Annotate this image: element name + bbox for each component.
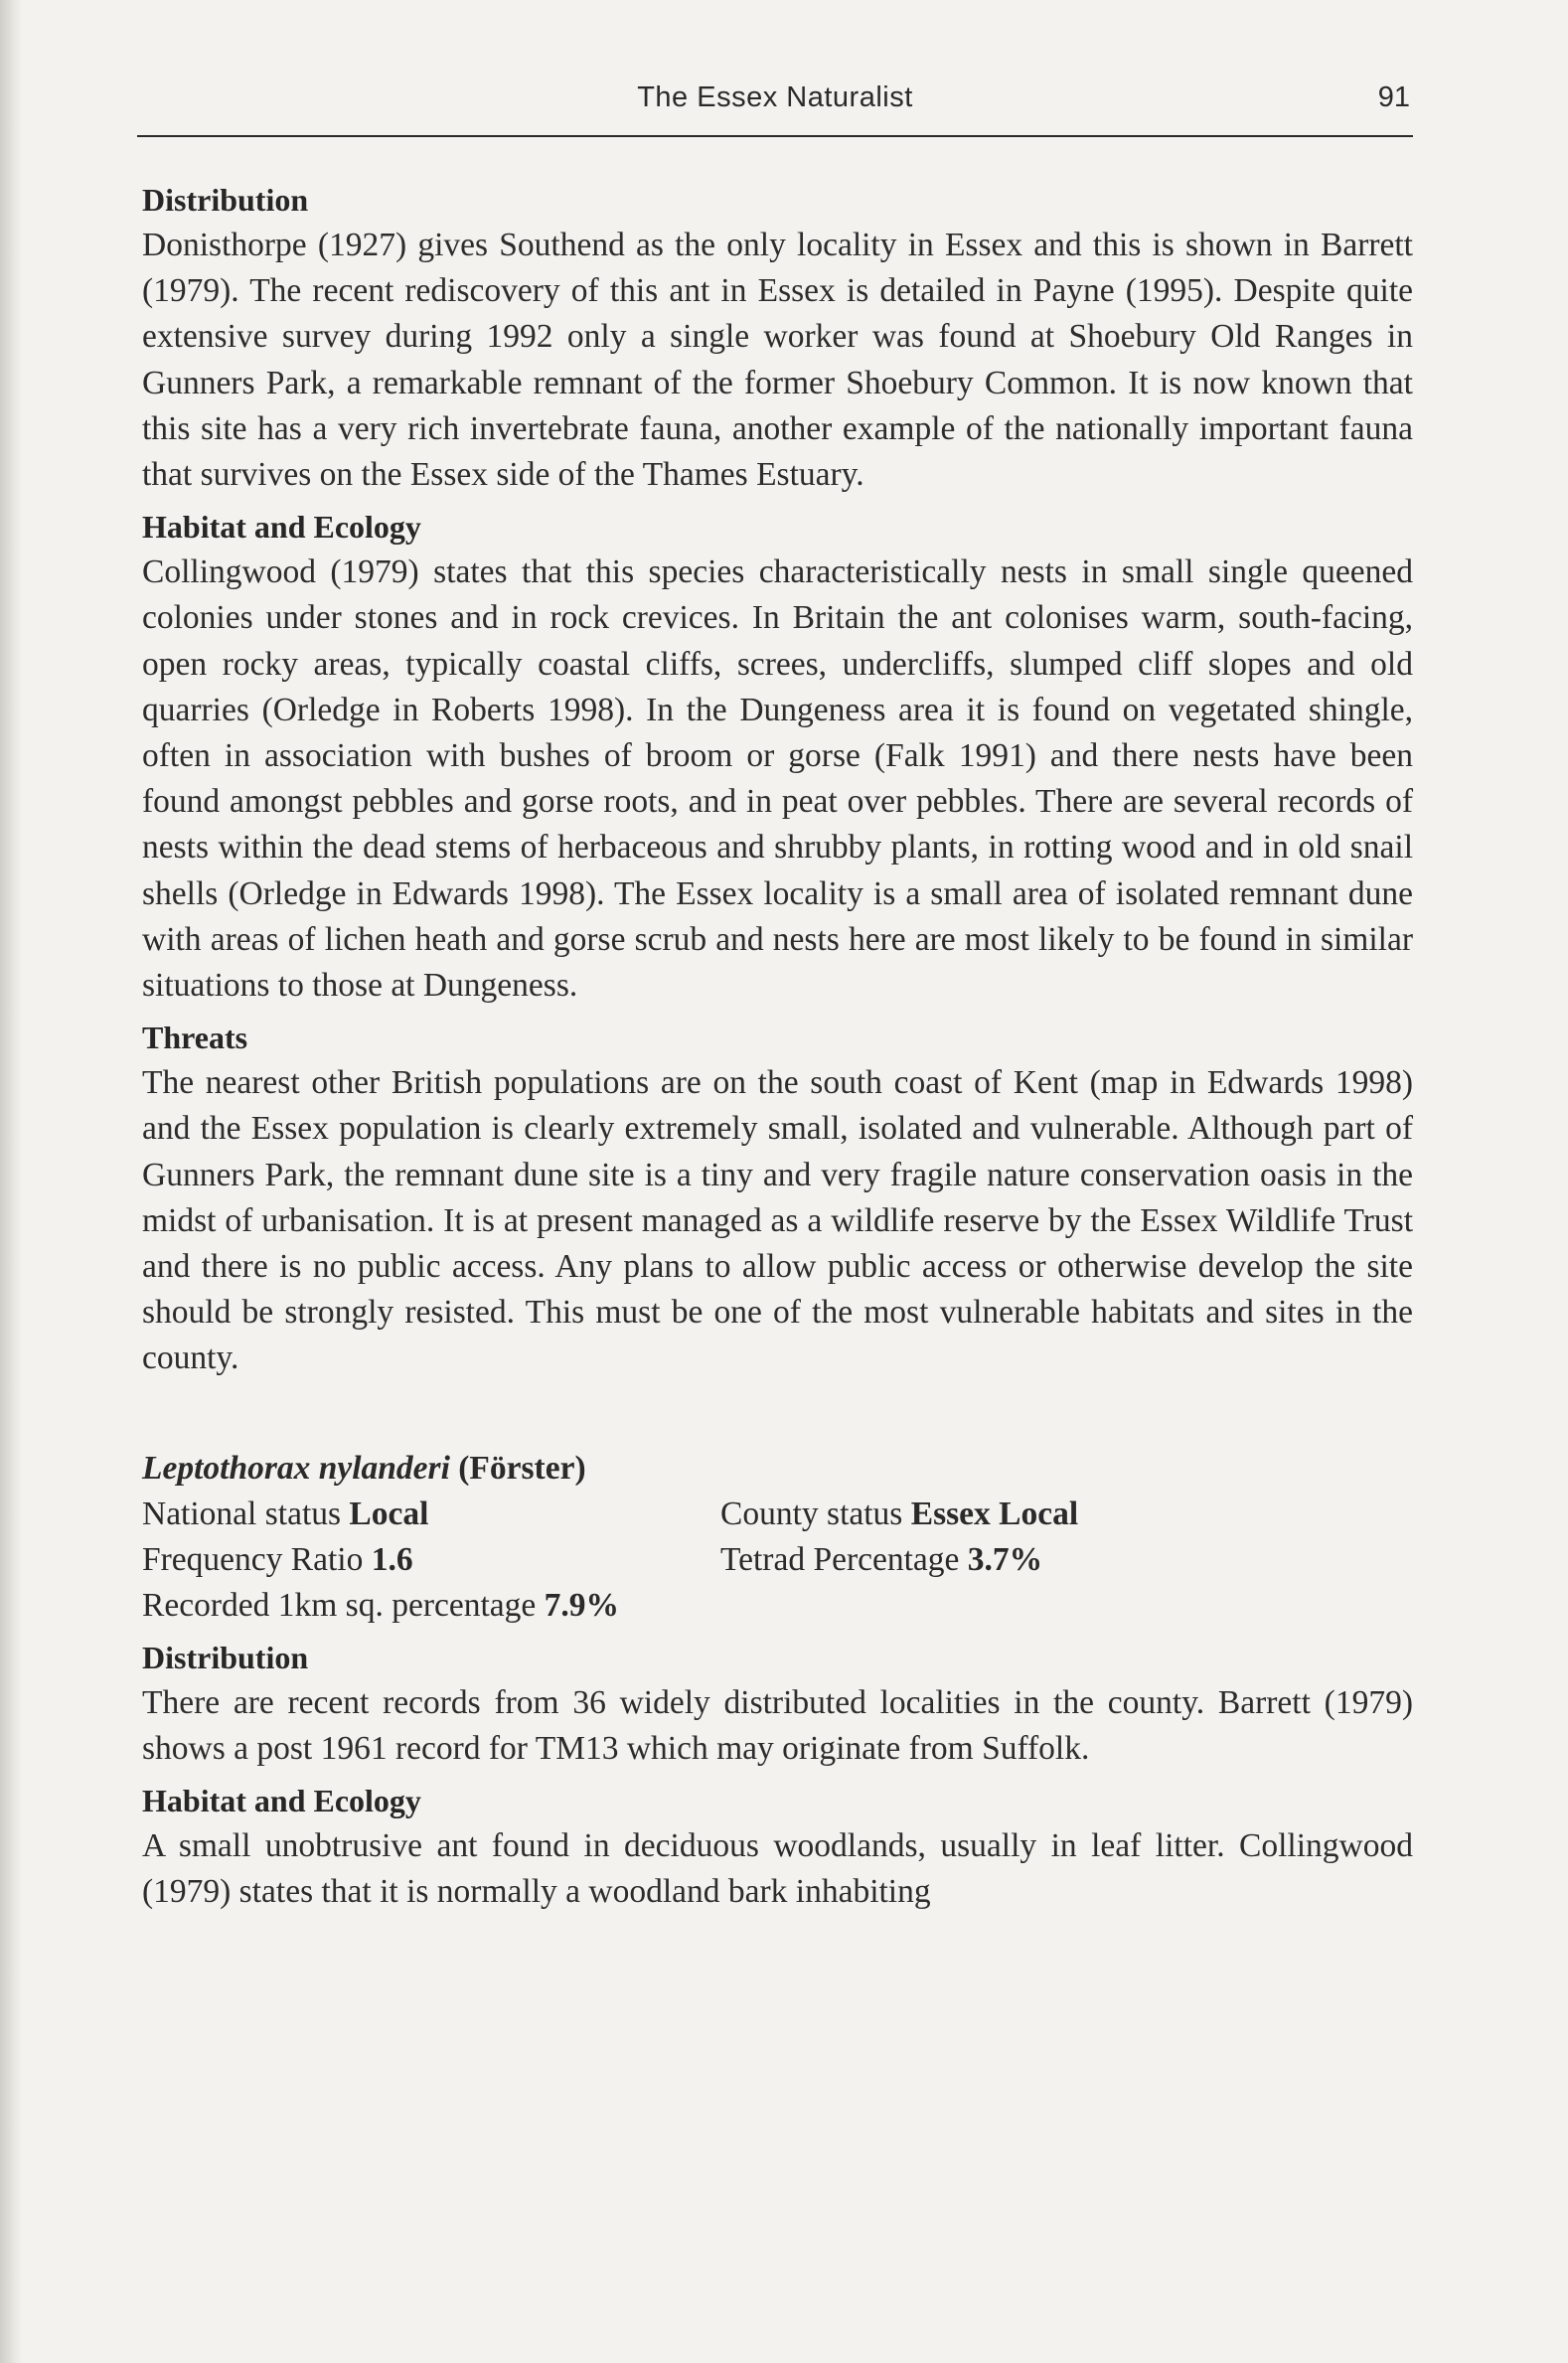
section-heading-habitat-2: Habitat and Ecology bbox=[142, 1783, 421, 1819]
running-title: The Essex Naturalist bbox=[637, 81, 913, 113]
national-status-value: Local bbox=[349, 1495, 429, 1532]
page-content bbox=[142, 177, 1413, 1915]
national-status bbox=[142, 1492, 720, 1537]
section-heading-distribution-2: Distribution bbox=[142, 1639, 309, 1675]
tetrad-percentage-value: 3.7% bbox=[967, 1540, 1043, 1578]
paragraph-habitat: Collingwood (1979) states that this species characteristically nests in small single queened colonies under stones and in rock crevices. In Britain the ant colonises warm, south-facing, open rocky areas, typically coastal cliffs, screes, undercliffs, slumped cliff slopes and old quarries (Orledge in Roberts 1998). In the Dungeness area it is found on vegetated shingle, often in association with bushes of broom or gorse (Falk 1991) and there nests have been found amongst pebbles and gorse roots, and in peat over pebbles. There are several records of nests within the dead stems of herbaceous and shrubby plants, in rotting wood and in old snail shells (Orledge in Edwards 1998). The Essex locality is a small area of isolated remnant dune with areas of lichen heath and gorse scrub and nests here are most likely to be found in similar situations to those at Dungeness. bbox=[142, 553, 1413, 1005]
recorded-percentage-label: Recorded 1km sq. percentage bbox=[142, 1586, 537, 1624]
spacer bbox=[142, 1382, 1413, 1446]
section-heading-distribution: Distribution bbox=[142, 182, 309, 218]
recorded-percentage bbox=[142, 1583, 720, 1629]
page-spine-shadow bbox=[0, 0, 22, 2363]
frequency-ratio-value: 1.6 bbox=[371, 1540, 413, 1578]
paragraph-distribution-2: There are recent records from 36 widely distributed localities in the county. Barrett (1979) shows a post 1961 record for TM13 which may originate from Suffolk. bbox=[142, 1683, 1413, 1767]
species-author: (Förster) bbox=[458, 1449, 586, 1487]
section-heading-threats: Threats bbox=[142, 1020, 248, 1056]
paragraph-habitat-2: A small unobtrusive ant found in deciduous woodlands, usually in leaf litter. Collingwood (1979) states that it is normally a woodland bark inhabiting bbox=[142, 1827, 1413, 1911]
status-empty-cell bbox=[720, 1583, 1317, 1629]
header-rule bbox=[137, 135, 1413, 137]
species-status-table bbox=[142, 1492, 1413, 1629]
frequency-ratio-label: Frequency Ratio bbox=[142, 1540, 364, 1578]
page-number: 91 bbox=[1377, 81, 1410, 113]
national-status-label: National status bbox=[142, 1495, 342, 1532]
section-heading-habitat: Habitat and Ecology bbox=[142, 509, 421, 546]
species-title bbox=[142, 1446, 1413, 1492]
tetrad-percentage bbox=[720, 1537, 1317, 1583]
county-status-label: County status bbox=[720, 1495, 903, 1532]
page-header bbox=[140, 81, 1410, 121]
paragraph-threats: The nearest other British populations are on the south coast of Kent (map in Edwards 1998) and the Essex population is clearly extremely small, isolated and vulnerable. Although part of Gunners Park, the remnant dune site is a tiny and very fragile nature conservation oasis in the midst of urbanisation. It is at present managed as a wildlife reserve by the Essex Wildlife Trust and there is no public access. Any plans to allow public access or otherwise develop the site should be strongly resisted. This must be one of the most vulnerable habitats and sites in the county. bbox=[142, 1064, 1413, 1377]
paragraph-distribution: Donisthorpe (1927) gives Southend as the only locality in Essex and this is shown in Barrett (1979). The recent rediscovery of this ant in Essex is detailed in Payne (1995). Despite quite extensive survey during 1992 only a single worker was found at Shoebury Old Ranges in Gunners Park, a remarkable remnant of the former Shoebury Common. It is now known that this site has a very rich invertebrate fauna, another example of the nationally important fauna that survives on the Essex side of the Thames Estuary. bbox=[142, 227, 1413, 494]
county-status bbox=[720, 1492, 1317, 1537]
frequency-ratio bbox=[142, 1537, 720, 1583]
recorded-percentage-value: 7.9% bbox=[544, 1586, 620, 1624]
tetrad-percentage-label: Tetrad Percentage bbox=[720, 1540, 960, 1578]
species-name: Leptothorax nylanderi bbox=[142, 1449, 450, 1487]
county-status-value: Essex Local bbox=[910, 1495, 1079, 1532]
